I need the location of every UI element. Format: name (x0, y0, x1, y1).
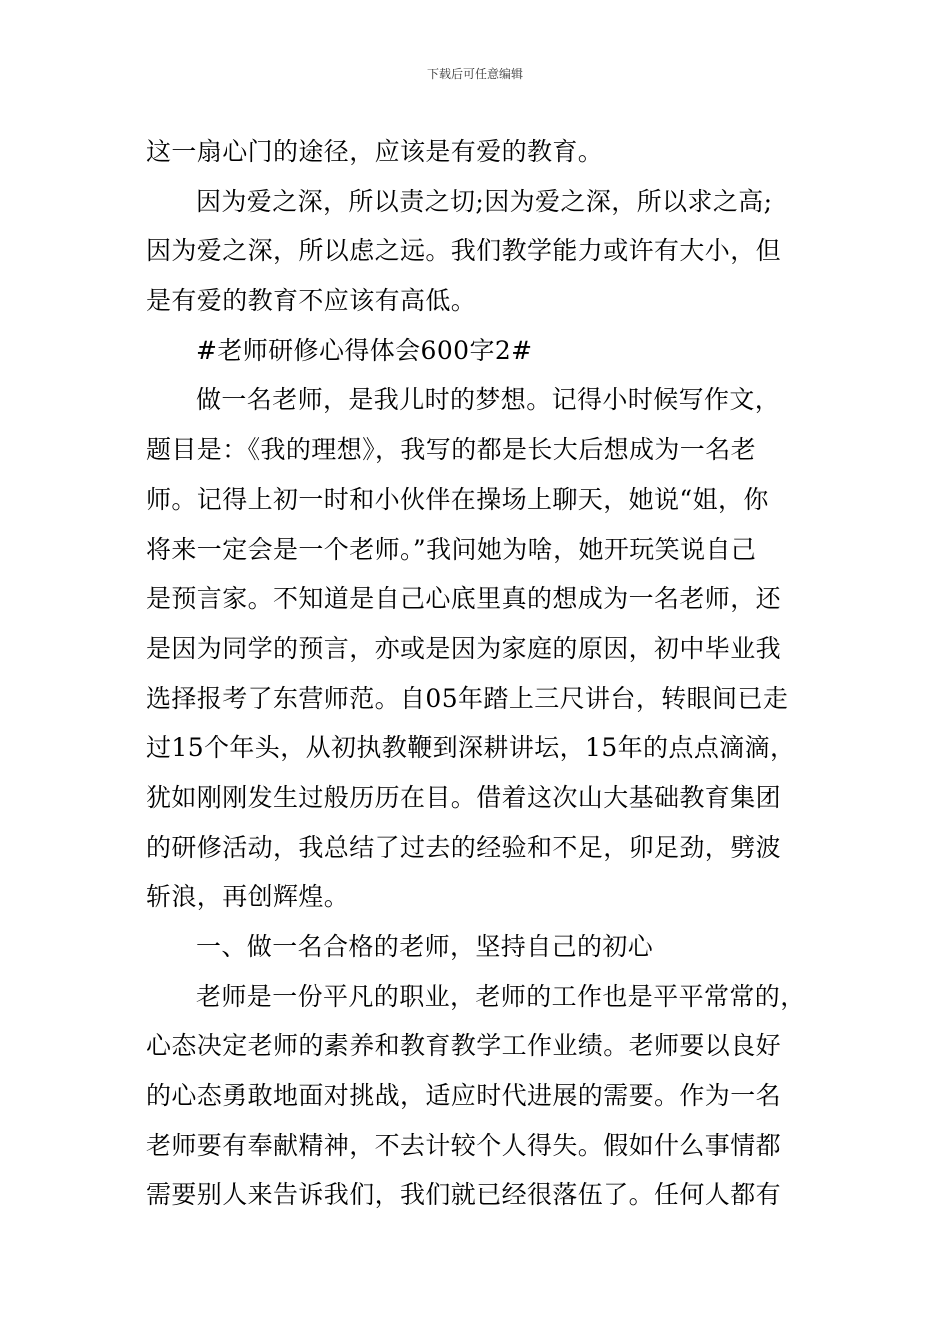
text-line: 的研修活动，我总结了过去的经验和不足，卯足劲，劈波 (146, 832, 782, 862)
section-heading: #老师研修心得体会600字2# (196, 335, 533, 365)
text-line: 是预言家。不知道是自己心底里真的想成为一名老师，还 (146, 584, 782, 614)
text-line: 的心态勇敢地面对挑战，适应时代进展的需要。作为一名 (146, 1081, 782, 1111)
text-line: 是因为同学的预言，亦或是因为家庭的原因，初中毕业我 (146, 633, 782, 663)
text-line: 老师要有奉献精神，不去计较个人得失。假如什么事情都 (146, 1130, 782, 1160)
text-line: 需要别人来告诉我们，我们就已经很落伍了。任何人都有 (146, 1180, 782, 1210)
text-line: 题目是：《我的理想》，我写的都是长大后想成为一名老 (146, 435, 757, 465)
text-line: 过15个年头，从初执教鞭到深耕讲坛，15年的点点滴滴， (146, 733, 796, 763)
text-line: 是有爱的教育不应该有高低。 (146, 286, 477, 316)
text-line: 选择报考了东营师范。自05年踏上三尺讲台，转眼间已走 (146, 683, 789, 713)
text-line: 心态决定老师的素养和教育教学工作业绩。老师要以良好 (146, 1031, 782, 1061)
text-line: 老师是一份平凡的职业，老师的工作也是平平常常的， (196, 981, 806, 1011)
text-line: 做一名老师，是我儿时的梦想。记得小时候写作文， (196, 385, 781, 415)
text-line: 师。记得上初一时和小伙伴在操场上聊天，她说“姐，你 (146, 484, 769, 514)
text-line: 因为爱之深，所以责之切;因为爱之深，所以求之高; (196, 186, 773, 216)
text-line: 这一扇心门的途径，应该是有爱的教育。 (146, 137, 604, 166)
document-body (146, 127, 808, 1220)
text-line: 斩浪，再创辉煌。 (146, 882, 350, 912)
text-line: 将来一定会是一个老师。”我问她为啥，她开玩笑说自己 (146, 534, 757, 564)
subsection-heading: 一、做一名合格的老师，坚持自己的初心 (196, 932, 654, 961)
text-line: 犹如刚刚发生过般历历在目。借着这次山大基础教育集团 (146, 782, 782, 812)
text-line: 因为爱之深，所以虑之远。我们教学能力或许有大小，但 (146, 236, 782, 266)
page-header: 下载后可任意编辑 (426, 67, 523, 81)
